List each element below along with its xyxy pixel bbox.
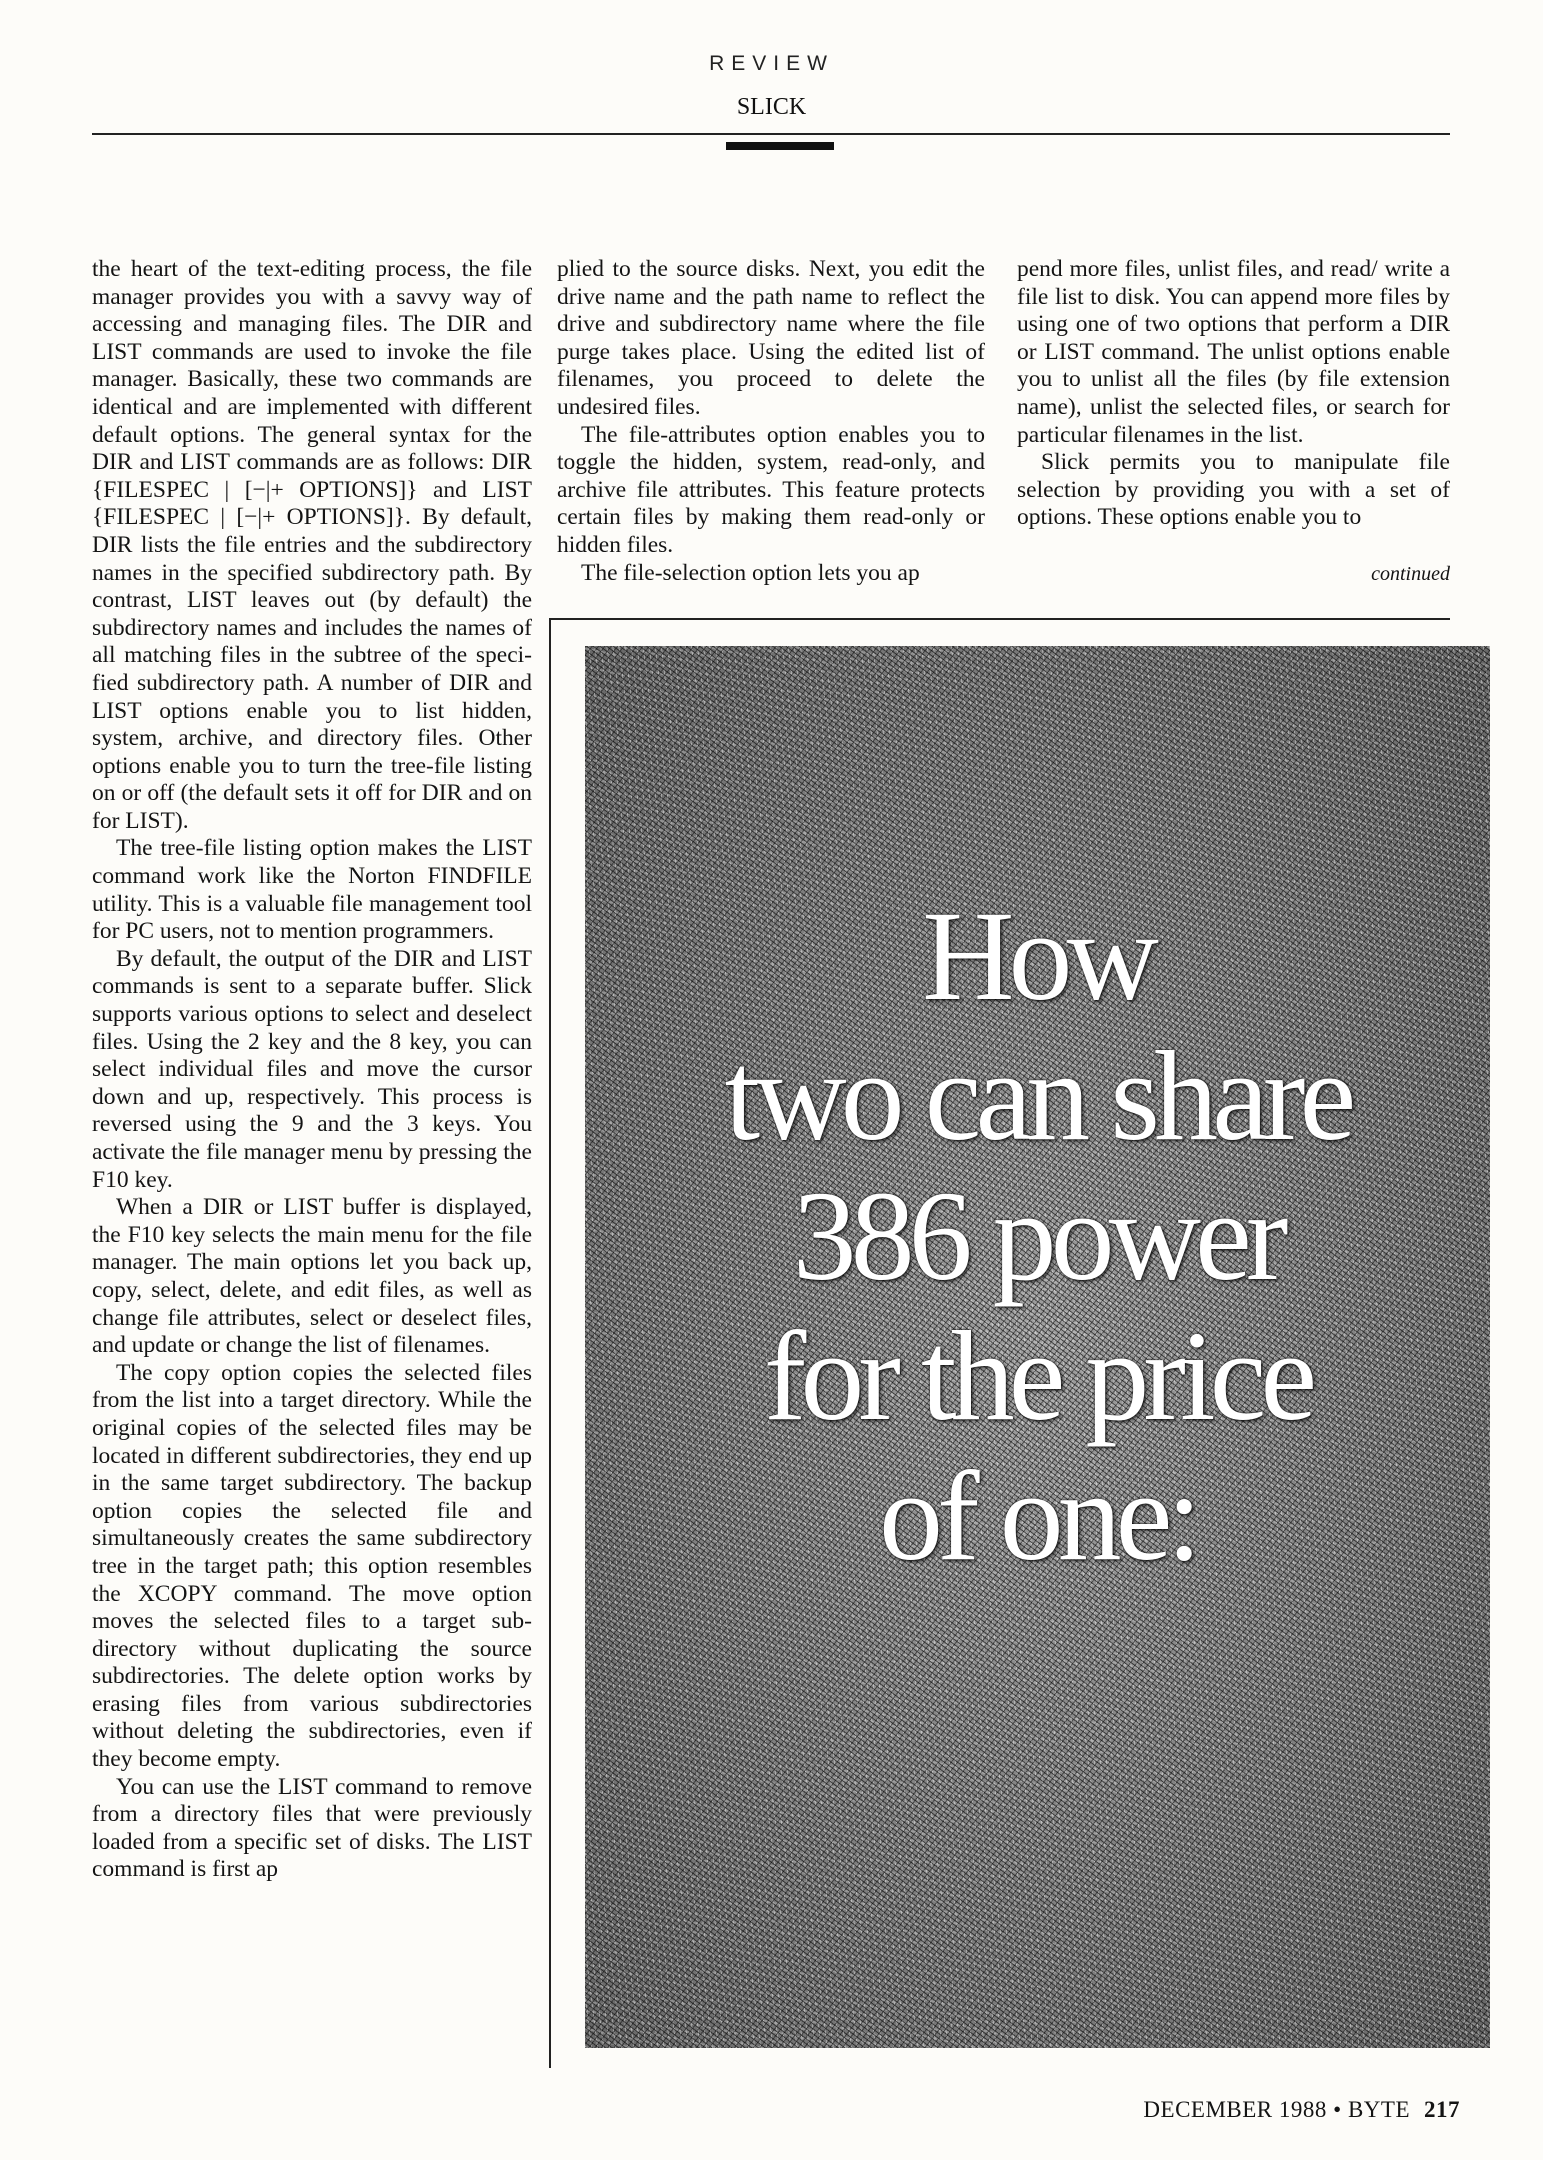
ad-headline-line: How — [922, 885, 1153, 1027]
paragraph: The file-selection option lets you ap — [581, 559, 920, 586]
ad-headline-line: of one: — [879, 1445, 1196, 1587]
advertisement-panel — [585, 646, 1490, 2048]
article-column-1 — [92, 256, 532, 1884]
article-column-2 — [557, 256, 985, 587]
header-rule-bar — [726, 142, 834, 150]
ad-headline-line: for the price — [763, 1305, 1312, 1447]
paragraph: By default, the output of the DIR and LIST commands is sent to a separate buffer. Slick supports various options to select and deselect files. Using the 2 key and the 8 key, you can select individual files and move the cursor down and up, respectively. This process is reversed using the 9 and the 3 keys. You activate the file manager menu by pressing the F10 key. — [92, 945, 532, 1193]
page-number: 217 — [1424, 2097, 1460, 2122]
page-footer — [1000, 2097, 1460, 2123]
paragraph: The file-attributes option enables you to toggle the hidden, system, read-only, and archive file attributes. This feature protects certain files by making them read-only or hidden files. — [557, 421, 985, 558]
ad-frame-top-rule — [549, 618, 1450, 620]
paragraph: When a DIR or LIST buffer is displayed, the F10 key selects the main menu for the file manager. The main options let you back up, copy, select, delete, and edit files, as well as change file attributes, select or deselect files, and update or change the list of filenames. — [92, 1194, 532, 1359]
ad-headline-line: two can share — [724, 1025, 1351, 1167]
header-rule — [92, 133, 1450, 135]
section-kicker: REVIEW — [709, 52, 834, 75]
ad-frame-left-rule — [549, 618, 551, 2068]
paragraph: The copy option copies the selected files from the list into a target directory. While the original copies of the selected files may be located in different subdirectories, they end up in the same target subdirectory. The backup option copies the selected file and simultaneously creates the same subdirectory tree in the target path; this option resembles the XCOPY command. The move option moves the selected files to a target subdirectory without duplicating the source subdirectories. The delete option works by erasing files from various subdirectories without deleting the subdirectories, even if they become empty. — [92, 1359, 532, 1773]
paragraph: plied to the source disks. Next, you edit the drive name and the path name to reflect the drive and subdirectory name where the file purge takes place. Using the edited list of filenames, you proceed to delete the undesired files. — [557, 256, 985, 420]
ad-headline — [585, 886, 1490, 1586]
paragraph: You can use the LIST command to remove from a directory files that were previously loaded from a specific set of disks. The LIST command is first ap — [92, 1773, 532, 1883]
article-column-3 — [1017, 256, 1450, 532]
continued-label: continued — [1371, 563, 1450, 585]
paragraph: Slick permits you to manipulate file selection by providing you with a set of options. These options enable you to — [1017, 449, 1450, 531]
paragraph: pend more files, unlist files, and read/ write a file list to disk. You can append more files by using one of two options that perform a DIR or LIST command. The unlist options enable you to unlist all the files (by file extension name), unlist the selected files, or search for particular filenames in the list. — [1017, 256, 1450, 448]
issue-info: DECEMBER 1988 • BYTE — [1143, 2097, 1410, 2122]
section-title: SLICK — [736, 94, 807, 120]
paragraph: the heart of the text-editing process, the file manager provides you with a savvy way of accessing and managing files. The DIR and LIST commands are used to invoke the file manager. Basically, these two commands are identical and are implemented with different default options. The general syntax for the DIR and LIST commands are as follows: DIR {FILESPEC | [−|+ OPTIONS]} and LIST {FILESPEC | [−|+ OPTIONS]}. By default, DIR lists the file entries and the subdirectory names in the specified subdirectory path. By contrast, LIST leaves out (by default) the subdirectory names and includes the names of all matching files in the subtree of the specified subdirectory path. A number of DIR and LIST options enable you to list hidden, system, archive, and directory files. Other options enable you to turn the tree-file listing on or off (the default sets it off for DIR and on for LIST). — [92, 256, 532, 834]
paragraph: The tree-file listing option makes the LIST command work like the Norton FINDFILE utility. This is a valuable file management tool for PC users, not to mention programmers. — [92, 835, 532, 945]
ad-headline-line: 386 power — [792, 1165, 1283, 1307]
